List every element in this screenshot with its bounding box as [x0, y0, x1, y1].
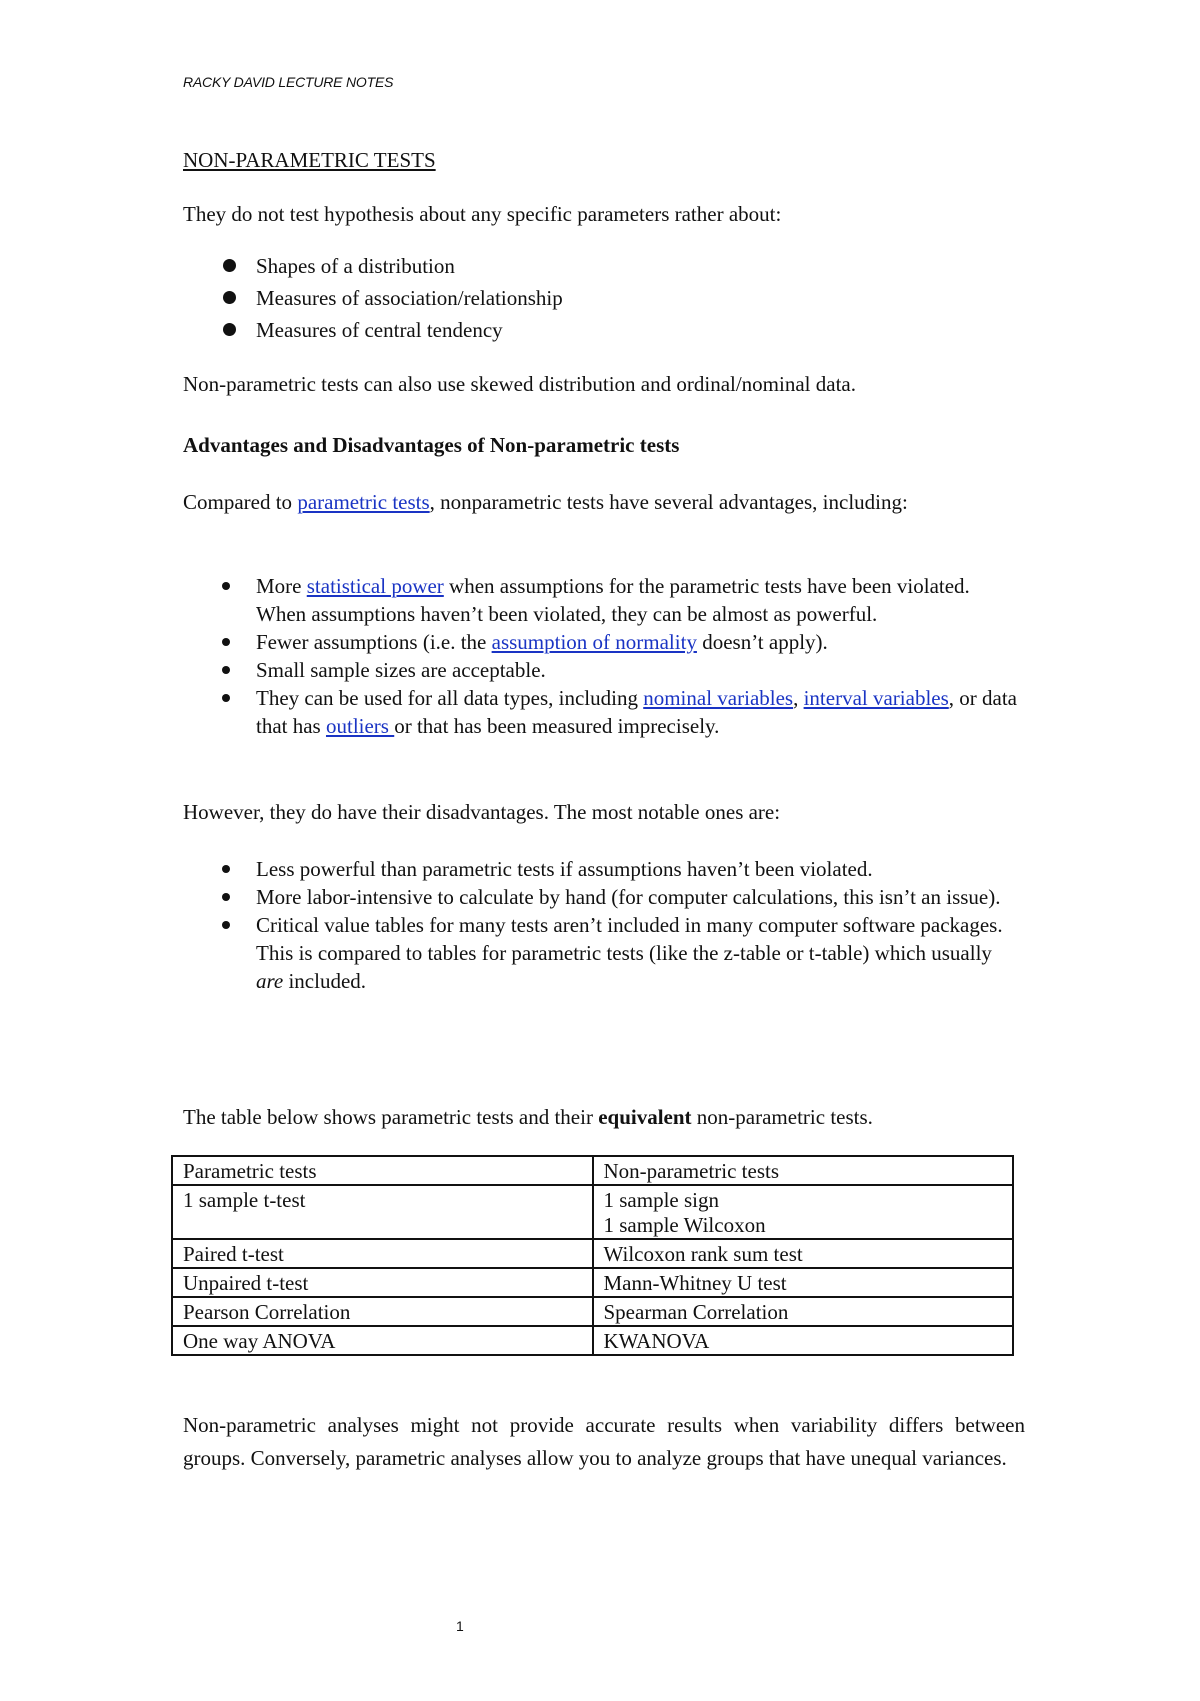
table-header-row	[172, 1156, 1013, 1185]
table-cell: Spearman Correlation	[593, 1297, 1014, 1326]
skewed-note: Non-parametric tests can also use skewed distribution and ordinal/nominal data.	[183, 372, 856, 396]
outliers-link[interactable]: outliers	[325, 714, 395, 738]
statistical-power-link[interactable]: statistical power	[306, 574, 444, 598]
table-row	[172, 1326, 1013, 1355]
list-item: Measures of association/relationship	[183, 284, 1023, 312]
text-run: when assumptions for the parametric tests have been violated. When assumptions haven’t been violated, they can be almost as powerful.	[256, 574, 970, 626]
compare-paragraph	[183, 488, 1023, 516]
parametric-tests-link[interactable]: parametric tests	[297, 490, 430, 514]
table-cell: One way ANOVA	[172, 1326, 593, 1355]
list-item: More labor-intensive to calculate by hand (for computer calculations, this isn’t an issue).	[183, 883, 1023, 911]
text-run: They can be used for all data types, including	[256, 686, 644, 710]
text-run: More	[256, 574, 307, 598]
table-cell: Wilcoxon rank sum test	[593, 1239, 1014, 1268]
list-item	[183, 628, 1023, 656]
table-cell: Mann-Whitney U test	[593, 1268, 1014, 1297]
list-item	[183, 684, 1023, 740]
table-intro	[183, 1103, 1023, 1131]
list-item	[183, 572, 1023, 628]
page-title: NON-PARAMETRIC TESTS	[183, 148, 436, 172]
interval-variables-link[interactable]: interval variables	[803, 686, 949, 710]
however-paragraph: However, they do have their disadvantages. The most notable ones are:	[183, 800, 781, 824]
table-cell: Paired t-test	[172, 1239, 593, 1268]
section-heading: Advantages and Disadvantages of Non-parametric tests	[183, 433, 680, 457]
disadvantages-list	[183, 855, 1023, 995]
table-cell: Pearson Correlation	[172, 1297, 593, 1326]
list-item: Less powerful than parametric tests if assumptions haven’t been violated.	[183, 855, 1023, 883]
list-item	[183, 911, 1023, 995]
assumption-of-normality-link[interactable]: assumption of normality	[491, 630, 697, 654]
table-row	[172, 1297, 1013, 1326]
text-run: , or data that has	[256, 686, 1018, 738]
text-run: ,	[793, 686, 804, 710]
text-run: or that has been measured imprecisely.	[394, 714, 720, 738]
list-item: Measures of central tendency	[183, 316, 1023, 344]
text-run: non-parametric tests.	[691, 1105, 873, 1129]
text-run: Compared to	[183, 490, 298, 514]
table-cell: Unpaired t-test	[172, 1268, 593, 1297]
bold-text: equivalent	[598, 1105, 692, 1129]
table-header-cell: Non-parametric tests	[593, 1156, 1014, 1185]
table-cell: KWANOVA	[593, 1326, 1014, 1355]
page-number: 1	[456, 1618, 464, 1634]
text-run: Critical value tables for many tests aren’t included in many computer software packages. This is compared to tables for parametric tests (like the z-table or t-table) which usually	[256, 913, 1003, 965]
text-run: The table below shows parametric tests and their	[183, 1105, 599, 1129]
emphasis: are	[256, 969, 284, 993]
text-run: , nonparametric tests have several advantages, including:	[429, 490, 908, 514]
advantages-list	[183, 572, 1023, 740]
text-run: doesn’t apply).	[696, 630, 828, 654]
table-row	[172, 1239, 1013, 1268]
list-item: Small sample sizes are acceptable.	[183, 656, 1023, 684]
list-item: Shapes of a distribution	[183, 252, 1023, 280]
table-row	[172, 1185, 1013, 1239]
text-run: Fewer assumptions (i.e. the	[256, 630, 492, 654]
table-header-cell: Parametric tests	[172, 1156, 593, 1185]
closing-paragraph: Non-parametric analyses might not provide accurate results when variability differs between groups. Conversely, parametric analyses allow you to analyze groups that have unequal variances.	[183, 1413, 1025, 1470]
tests-table	[171, 1155, 1014, 1356]
table-cell	[593, 1185, 1014, 1239]
text-run: included.	[283, 969, 367, 993]
cell-line: 1 sample sign	[603, 1188, 719, 1212]
intro-paragraph: They do not test hypothesis about any specific parameters rather about:	[183, 202, 782, 226]
nominal-variables-link[interactable]: nominal variables	[643, 686, 794, 710]
cell-line: 1 sample Wilcoxon	[603, 1213, 766, 1237]
table-cell: 1 sample t-test	[172, 1185, 593, 1239]
table-row	[172, 1268, 1013, 1297]
running-header: RACKY DAVID LECTURE NOTES	[183, 74, 394, 90]
intro-bullet-list	[183, 252, 1023, 348]
